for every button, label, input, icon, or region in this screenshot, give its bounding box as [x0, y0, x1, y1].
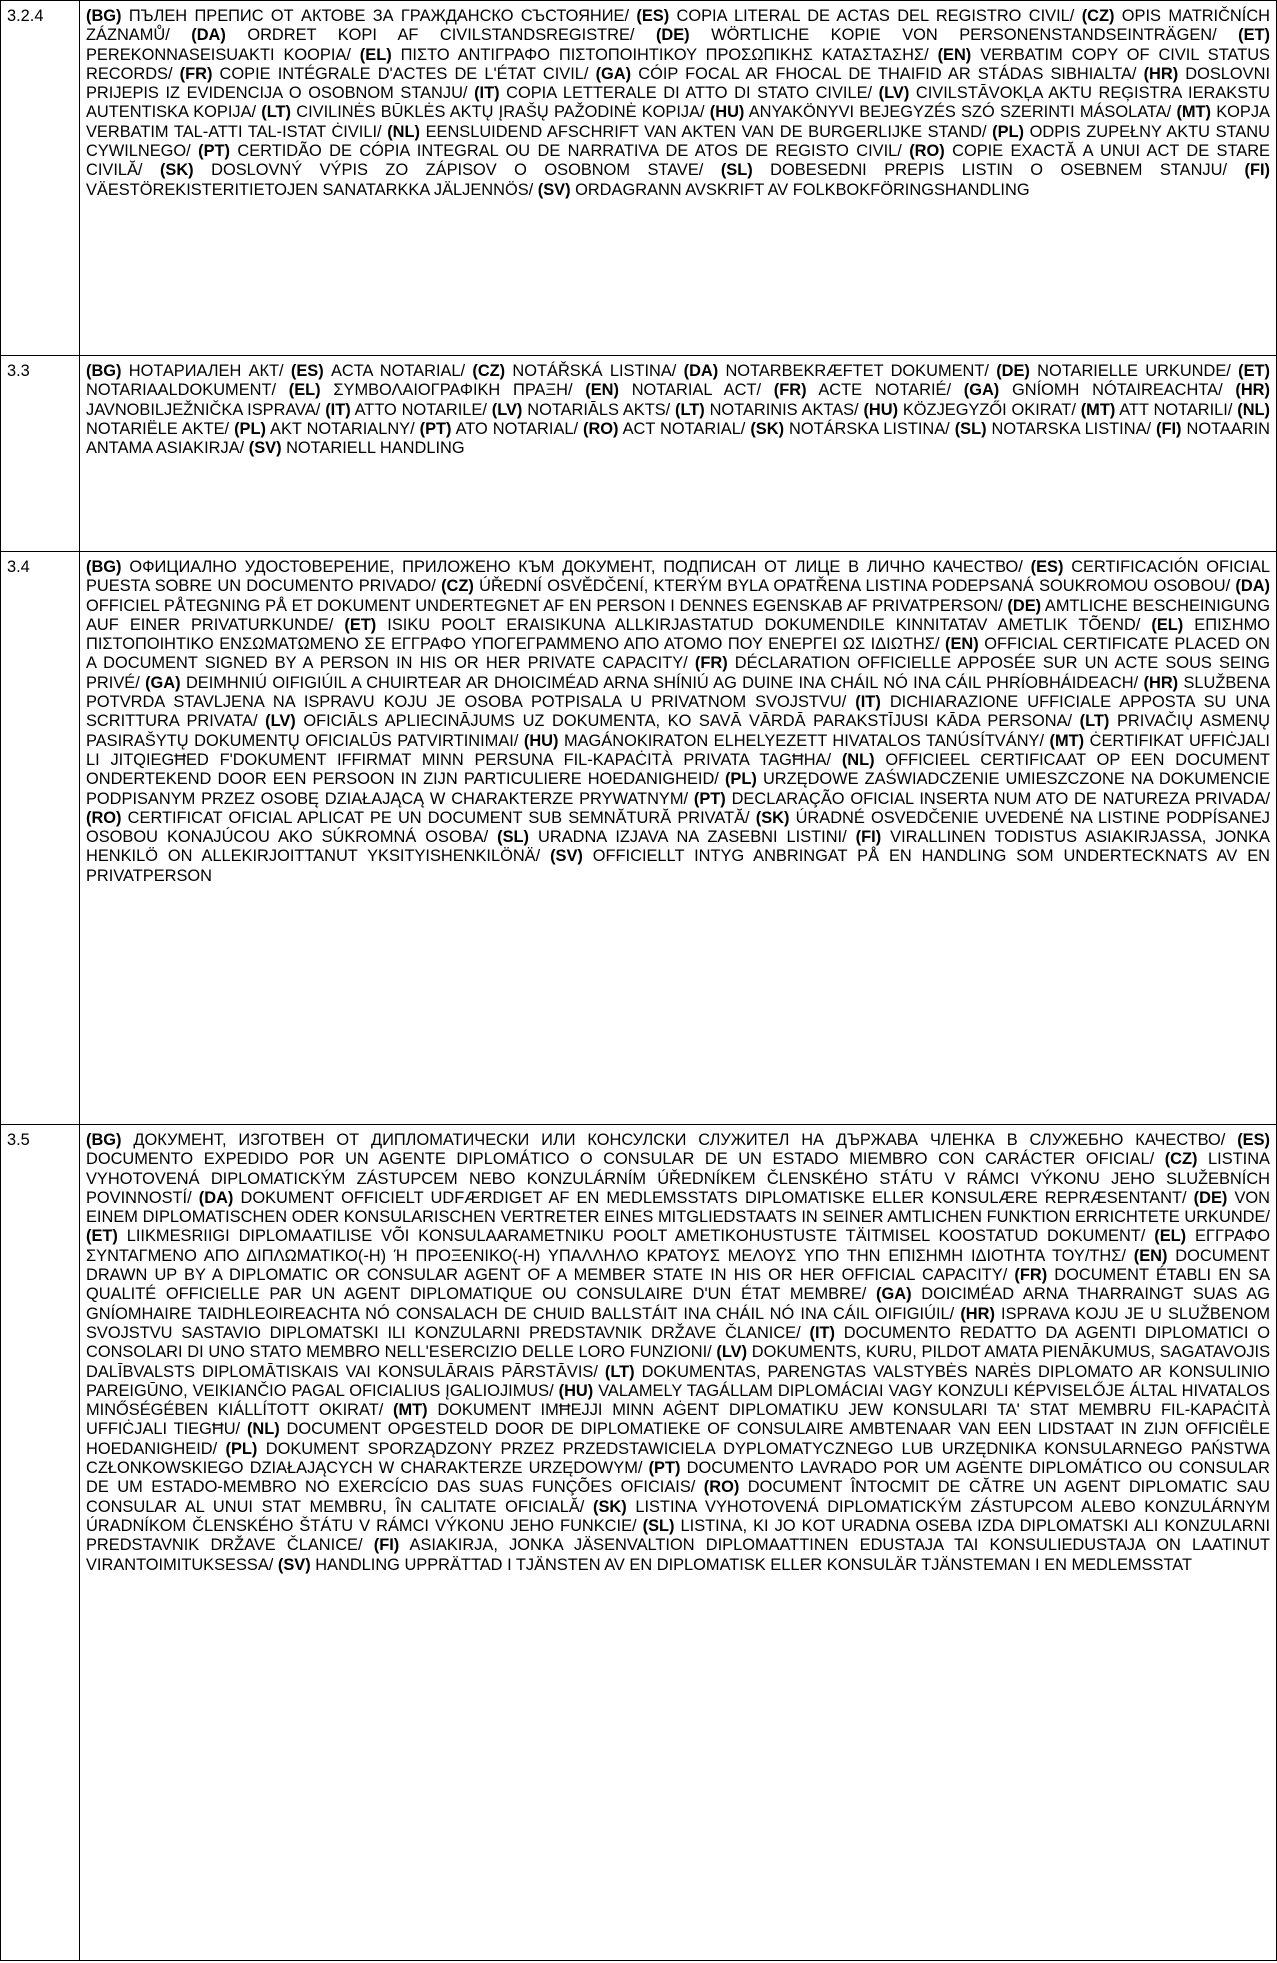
translation-text: ATT NOTARILI/	[1115, 400, 1238, 419]
language-code: (CZ)	[1081, 7, 1115, 25]
language-code: (FI)	[855, 828, 882, 847]
translation-text: LISTINA, KI JO KOT URADNA OSEBA IZDA DIPLOMATSKI ALI KONZULARNI PREDSTAVNIK DRŽAVE ČLANICE/	[86, 1516, 1271, 1555]
translation-text: NOTÁRSKA LISTINA/	[784, 419, 955, 438]
translation-text: DOCUMENTO EXPEDIDO POR UN AGENTE DIPLOMÁTICO O CONSULAR DE UN ESTADO MIEMBRO CON CARÁCTER OFICIAL/	[86, 1150, 1165, 1169]
translation-text: PEREKONNASEISUAKTI KOOPIA/	[86, 45, 360, 64]
translation-text: ĊERTIFIKAT UFFIĊJALI LI JITQIEGĦED F'DOKUMENT IFFIRMAT MINN PERSUNA FIL-KAPAĊITÀ PRIVATA TAGĦHA/	[86, 731, 1270, 769]
translation-text: CERTIFICAT OFICIAL APLICAT PE UN DOCUMENT SUB SEMNĂTURĂ PRIVATĂ/	[121, 808, 756, 827]
translation-text: DICHIARAZIONE UFFICIALE APPOSTA SU UNA SCRITTURA PRIVATA/	[86, 693, 1270, 731]
entry-translations	[80, 356, 1277, 552]
language-code: (HU)	[558, 1381, 594, 1400]
translation-text: NOTARINIS AKTAS/	[704, 400, 864, 419]
language-code: (MT)	[1176, 103, 1212, 122]
language-code: (RO)	[703, 1478, 740, 1497]
translation-text: OFFICIAL CERTIFICATE PLACED ON A DOCUMENT SIGNED BY A PERSON IN HIS OR HER PRIVATE CAPACITY/	[86, 635, 1271, 673]
language-code: (PT)	[419, 419, 452, 438]
translation-text: GNÍOMH NÓTAIREACHTA/	[999, 381, 1236, 400]
translation-text: NOTARBEKRÆFTET DOKUMENT/	[718, 362, 997, 380]
language-code: (LV)	[491, 400, 523, 419]
entry-number: 3.2.4	[1, 1, 80, 356]
language-code: (EL)	[359, 45, 392, 64]
translation-text: DOCUMENTO REDATTO DA AGENTI DIPLOMATICI O CONSOLARI DI UNO STATO MEMBRO NELL'ESERCIZIO DELLE LORO FUNZIONI/	[86, 1323, 1270, 1362]
language-code: (HU)	[523, 731, 559, 750]
translation-text: ATTO NOTARILE/	[350, 400, 492, 419]
translation-text: LISTINA VYHOTOVENÁ DIPLOMATICKÝM ZÁSTUPCOM ALEBO KONZULÁRNYM ÚRADNÍKOM ČLENSKÉHO ŠTÁTU V RÁMCI VÝKONU JEHO FUNKCIE/	[86, 1497, 1270, 1535]
language-code: (NL)	[387, 122, 420, 141]
translation-text: JAVNOBILJEŽNIČKA ISPRAVA/	[86, 400, 326, 419]
translation-text: AKT NOTARIALNY/	[265, 419, 420, 438]
translation-text: ACT NOTARIAL/	[618, 419, 751, 438]
language-code: (CZ)	[1164, 1150, 1198, 1169]
entry-number: 3.4	[1, 552, 80, 1125]
translation-text: DOCUMENT OPGESTELD DOOR DE DIPLOMATIEKE OF CONSULAIRE AMBTENAAR VAN EEN LIDSTAAT IN ZIJN OFFICIËLE HOEDANIGHEID/	[86, 1420, 1270, 1458]
language-code: (IT)	[809, 1323, 835, 1342]
language-code: (DA)	[198, 1188, 234, 1207]
language-code: (HU)	[863, 400, 899, 419]
translation-text: CIVILINĖS BŪKLĖS AKTŲ ĮRAŠŲ PAŽODINĖ KOPIJA/	[291, 103, 710, 122]
language-code: (IT)	[474, 84, 500, 103]
translation-text: DOSLOVNÝ VÝPIS ZO ZÁPISOV O OSOBNOM STAVE/	[193, 161, 721, 180]
language-code: (EL)	[1154, 1227, 1187, 1246]
translation-text: OFFICIEL PÅTEGNING PÅ ET DOKUMENT UNDERTEGNET AF EN PERSON I DENNES EGENSKAB AF PRIVATPERSON/	[86, 596, 1008, 615]
language-code: (MT)	[1049, 731, 1085, 750]
language-code: (CZ)	[441, 577, 474, 596]
translation-text: DÉCLARATION OFFICIELLE APPOSÉE SUR UN ACTE SOUS SEING PRIVÉ/	[86, 654, 1271, 692]
translation-text: DECLARAÇÃO OFICIAL INSERTA NUM ATO DE NATUREZA PRIVADA/	[725, 789, 1270, 808]
language-code: (MT)	[393, 1401, 428, 1420]
entry-translations	[80, 552, 1277, 1125]
translation-text: NOTARIAL ACT/	[618, 381, 774, 400]
table-row	[1, 1, 1277, 356]
language-code: (DE)	[1193, 1188, 1228, 1207]
language-code: (ES)	[636, 7, 670, 25]
language-code: (BG)	[86, 1131, 122, 1149]
language-code: (GA)	[145, 673, 181, 692]
language-code: (SK)	[755, 808, 790, 827]
translation-text: ОФИЦИАЛНО УДОСТОВЕРЕНИЕ, ПРИЛОЖЕНО КЪМ ДОКУМЕНТ, ПОДПИСАН ОТ ЛИЦЕ В ЛИЧНО КАЧЕСТВО/	[121, 558, 1031, 576]
translation-text: ДОКУМЕНТ, ИЗГОТВЕН ОТ ДИПЛОМАТИЧЕСКИ ИЛИ КОНСУЛСКИ СЛУЖИТЕЛ НА ДЪРЖАВА ЧЛЕНКА В СЛУЖЕБНО КАЧЕСТВО/	[121, 1131, 1238, 1149]
translation-text: ATO NOTARIAL/	[451, 419, 584, 438]
language-code: (LT)	[1079, 712, 1110, 731]
translation-text: CERTIFICACIÓN OFICIAL PUESTA SOBRE UN DOCUMENTO PRIVADO/	[86, 558, 1270, 596]
translation-text: NOTARIĀLS AKTS/	[522, 400, 676, 419]
entry-translations	[80, 1125, 1277, 1961]
translation-text: URADNA IZJAVA NA ZASEBNI LISTINI/	[529, 828, 856, 847]
language-code: (HR)	[960, 1304, 995, 1323]
translation-text: DEIMHNIÚ OIFIGIÚIL A CHUIRTEAR AR DHOICIMÉAD ARNA SHÍNIÚ AG DUINE INA CHÁIL NÓ INA CÁIL PHRÍOBHÁIDEACH/	[180, 673, 1144, 692]
language-code: (SV)	[537, 180, 571, 199]
language-code: (SL)	[642, 1516, 675, 1535]
language-code: (HR)	[1143, 673, 1179, 692]
translation-text: KÖZJEGYZŐI OKIRAT/	[898, 400, 1081, 419]
translation-text: VON EINEM DIPLOMATISCHEN ODER KONSULARISCHEN VERTRETER EINES MITGLIEDSTAATS IN SEINER AMTLICHEN FUNKTION ERRICHTETE URKUNDE/	[86, 1188, 1271, 1227]
translation-text: WÖRTLICHE KOPIE VON PERSONENSTANDSEINTRÄGEN/	[689, 26, 1239, 45]
translation-text: ÚŘEDNÍ OSVĚDČENÍ, KTERÝM BYLA OPATŘENA LISTINA PODEPSANÁ SOUKROMOU OSOBOU/	[473, 577, 1236, 596]
language-code: (FI)	[1244, 161, 1270, 180]
language-code: (HR)	[1143, 64, 1179, 83]
language-code: (LV)	[265, 712, 296, 731]
language-code: (NL)	[841, 750, 875, 769]
language-code: (PT)	[648, 1459, 681, 1478]
language-code: (SK)	[159, 161, 194, 180]
language-code: (FR)	[179, 64, 213, 83]
translation-text: ПЪЛЕН ПРЕПИС ОТ АКТОВЕ ЗА ГРАЖДАНСКО СЪСТОЯНИЕ/	[121, 7, 637, 25]
language-code: (NL)	[246, 1420, 280, 1439]
translation-text: NOTAARIN ANTAMA ASIAKIRJA/	[86, 419, 1270, 458]
translation-text: ΣΥΜΒΟΛΑΙΟΓΡΑΦΙΚΗ ΠΡΑΞΗ/	[320, 381, 586, 400]
translation-text: ISIKU POOLT ERAISIKUNA ALLKIRJASTATUD DOKUMENDILE KINNITATAV AMETLIK TÕEND/	[376, 615, 1152, 634]
translation-text: OFFICIELLT INTYG ANBRINGAT PÅ EN HANDLING SOM UNDERTECKNATS AV EN PRIVATPERSON	[86, 847, 1270, 885]
translation-text: ODPIS ZUPEŁNY AKTU STANU CYWILNEGO/	[86, 122, 1270, 161]
translation-text: DOCUMENT ÉTABLI EN SA QUALITÉ OFFICIELLE PAR UN AGENT DIPLOMATIQUE OU CONSULAIRE D'UN ÉTAT MEMBRE/	[86, 1266, 1270, 1304]
entry-number: 3.3	[1, 356, 80, 552]
translation-text: ORDAGRANN AVSKRIFT AV FOLKBOKFÖRINGSHANDLING	[570, 180, 1030, 199]
language-code: (DA)	[1235, 577, 1270, 596]
language-code: (GA)	[595, 64, 632, 83]
translation-text: DOBESEDNI PREPIS LISTIN O OSEBNEM STANJU/	[752, 161, 1245, 180]
language-code: (GA)	[963, 381, 1000, 400]
language-code: (ES)	[1030, 558, 1064, 576]
language-code: (RO)	[86, 808, 122, 827]
translation-text: AMTLICHE BESCHEINIGUNG AUF EINER PRIVATURKUNDE/	[86, 596, 1270, 634]
translation-text: ACTE NOTARIÉ/	[806, 381, 964, 400]
translation-text: OPIS MATRIČNÍCH ZÁZNAMŮ/	[86, 7, 1270, 45]
translation-text: COPIE EXACTĂ A UNUI ACT DE STARE CIVILĂ/	[86, 142, 1270, 180]
translation-text: EENSLUIDEND AFSCHRIFT VAN AKTEN VAN DE BURGERLIJKE STAND/	[419, 122, 993, 141]
language-code: (LT)	[675, 400, 705, 419]
translation-text: CIVILSTĀVOKĻA AKTU REĢISTRA IERAKSTU AUTENTISKA KOPIJA/	[86, 84, 1270, 122]
language-code: (SL)	[720, 161, 753, 180]
translation-text: LIIKMESRIIGI DIPLOMAATILISE VÕI KONSULAARAMETNIKU POOLT AMETIKOHUSTUSTE TÄITMISEL KOOSTATUD DOKUMENT/	[117, 1227, 1155, 1246]
translation-text: DOKUMENT SPORZĄDZONY PRZEZ PRZEDSTAWICIELA DYPLOMATYCZNEGO LUB URZĘDNIKA KONSULARNEGO PAŃSTWA CZŁONKOWSKIEGO DZIAŁAJĄCYCH W CHARAKTERZE URZĘDOWYM/	[86, 1439, 1270, 1478]
translation-text: OFICIĀLS APLIECINĀJUMS UZ DOKUMENTA, KO SAVĀ VĀRDĀ PARAKSTĪJUSI KĀDA PERSONA/	[295, 712, 1080, 731]
language-code: (PL)	[225, 1439, 258, 1458]
language-code: (CZ)	[472, 362, 506, 380]
translation-text: NOTÁŘSKÁ LISTINA/	[505, 362, 684, 380]
language-code: (MT)	[1080, 400, 1116, 419]
language-code: (GA)	[876, 1285, 912, 1304]
language-code: (ES)	[290, 362, 324, 380]
language-code: (FI)	[1156, 419, 1182, 438]
language-code: (FR)	[1014, 1266, 1048, 1285]
language-code: (ES)	[1237, 1131, 1270, 1149]
translation-text: ASIAKIRJA, JONKA JÄSENVALTION DIPLOMAATTINEN EDUSTAJA TAI KONSULIEDUSTAJA ON LAATINUT VIRANTOIMITUKSESSA/	[86, 1536, 1270, 1574]
language-code: (LT)	[604, 1362, 635, 1381]
translation-text: KOPJA VERBATIM TAL-ATTI TAL-ISTAT ĊIVILI/	[86, 103, 1270, 141]
table-row	[1, 552, 1277, 1125]
translation-text: DOKUMENTS, KURU, PILDOT AMATA PIENĀKUMUS, SAGATAVOJIS DALĪBVALSTS DIPLOMĀTISKAIS VAI KONSULĀRAIS PĀRSTĀVIS/	[86, 1343, 1271, 1381]
language-code: (DE)	[1007, 596, 1042, 615]
translation-text: NOTARIAALDOKUMENT/	[86, 381, 289, 400]
translation-text: NOTARIELLE URKUNDE/	[1029, 362, 1239, 380]
table-row	[1, 356, 1277, 552]
language-code: (PL)	[992, 122, 1025, 141]
language-code: (IT)	[325, 400, 351, 419]
translation-text: NOTARIELL HANDLING	[281, 439, 465, 458]
translation-text: DOSLOVNI PRIJEPIS IZ EVIDENCIJA O OSOBNOM STANJU/	[86, 64, 1270, 103]
language-code: (LV)	[716, 1343, 748, 1362]
translation-text: COPIA LETTERALE DI ATTO DI STATO CIVILE/	[499, 84, 879, 103]
translation-text: MAGÁNOKIRATON ELHELYEZETT HIVATALOS TANÚSÍTVÁNY/	[558, 731, 1050, 750]
language-code: (SL)	[497, 828, 530, 847]
translation-text: VIRALLINEN TODISTUS ASIAKIRJASSA, JONKA HENKILÖ ON ALLEKIRJOITTANUT YKSITYISHENKILÖNÄ/	[86, 828, 1270, 866]
translation-text: ΠΙΣΤΟ ΑΝΤΙΓΡΑΦΟ ΠΙΣΤΟΠΟΙΗΤΙΚΟΥ ΠΡΟΣΩΠΙΚΗΣ ΚΑΤΑΣΤΑΣΗΣ/	[391, 45, 938, 64]
language-code: (ET)	[344, 615, 377, 634]
entry-translations	[80, 1, 1277, 356]
translation-text: URZĘDOWE ZAŚWIADCZENIE UMIESZCZONE NA DOKUMENCIE PODPISANYM PRZEZ OSOBĘ DZIAŁAJĄCĄ W CHARAKTERZE PRYWATNYM/	[86, 770, 1270, 808]
translation-text: HANDLING UPPRÄTTAD I TJÄNSTEN AV EN DIPLOMATISK ELLER KONSULÄR TJÄNSTEMAN I EN MEDLEMSSTAT	[310, 1555, 1192, 1574]
translation-text: PRIVAČIŲ ASMENŲ PASIRAŠYTŲ DOKUMENTŲ OFICIALŪS PATVIRTINIMAI/	[86, 712, 1271, 750]
language-code: (DA)	[683, 362, 719, 380]
language-code: (PT)	[198, 142, 230, 161]
language-code: (SV)	[248, 439, 282, 458]
language-code: (EL)	[1151, 615, 1184, 634]
language-code: (SV)	[550, 847, 583, 866]
translation-text: COPIA LITERAL DE ACTAS DEL REGISTRO CIVIL/	[669, 7, 1082, 25]
translation-text: CERTIDÃO DE CÓPIA INTEGRAL OU DE NARRATIVA DE ATOS DE REGISTO CIVIL/	[230, 142, 910, 161]
translation-text: DOKUMENTAS, PARENGTAS VALSTYBĖS NARĖS DIPLOMATO AR KONSULINIO PAREIGŪNO, VEIKIANČIO PAGAL OFICIALIUS ĮGALIOJIMUS/	[86, 1362, 1270, 1400]
language-code: (IT)	[855, 693, 881, 712]
table-row	[1, 1125, 1277, 1961]
language-code: (RO)	[909, 142, 945, 161]
language-code: (SL)	[954, 419, 987, 438]
translation-text: NOTARSKA LISTINA/	[986, 419, 1157, 438]
translation-text: VÄESTÖREKISTERITIETOJEN SANATARKKA JÄLJENNÖS/	[86, 180, 538, 199]
language-code: (HR)	[1235, 381, 1270, 400]
language-code: (EN)	[945, 635, 979, 654]
language-code: (EN)	[937, 45, 972, 64]
translation-text: ÚRADNÉ OSVEDČENIE UVEDENÉ NA LISTINE PODPÍSANEJ OSOBOU KONAJÚCOU AKO SÚKROMNÁ OSOBA/	[86, 808, 1270, 847]
language-code: (ET)	[86, 1227, 118, 1246]
language-code: (LT)	[261, 103, 292, 122]
translation-text: DOICIMÉAD ARNA THARRAINGT SUAS AG GNÍOMHAIRE TAIDHLEOIREACHTA NÓ CONSALACH DE CHUID BALLSTÁIT INA CHÁIL NÓ INA CÁIL OIFIGIÚIL/	[86, 1285, 1270, 1323]
language-code: (PL)	[234, 419, 266, 438]
translation-text: DOKUMENT OFFICIELT UDFÆRDIGET AF EN MEDLEMSSTATS DIPLOMATISKE ELLER KONSULÆRE REPRÆSENTANT/	[233, 1188, 1194, 1207]
language-code: (BG)	[86, 362, 122, 380]
language-code: (PL)	[724, 770, 757, 789]
language-code: (DE)	[996, 362, 1030, 380]
language-code: (EL)	[288, 381, 321, 400]
translation-text: DOCUMENTO LAVRADO POR UM AGENTE DIPLOMÁTICO OU CONSULAR DE UM ESTADO-MEMBRO NO EXERCÍCIO DAS SUAS FUNÇÕES OFICIAIS/	[86, 1459, 1270, 1497]
translation-text: COPIE INTÉGRALE D'ACTES DE L'ÉTAT CIVIL/	[212, 64, 596, 83]
translation-text: DOCUMENT DRAWN UP BY A DIPLOMATIC OR CONSULAR AGENT OF A MEMBER STATE IN HIS OR HER OFFICIAL CAPACITY/	[86, 1246, 1270, 1285]
translation-text: ΕΓΓΡΑΦΟ ΣΥΝΤΑΓΜΕΝΟ ΑΠΟ ΔΙΠΛΩΜΑΤΙΚΟ(-Η) Ή ΠΡΟΞΕΝΙΚΟ(-Η) ΥΠΑΛΛΗΛΟ ΚΡΑΤΟΥΣ ΜΕΛΟΥΣ ΥΠΟ ΤΗΝ ΕΠΙΣΗΜΗ ΙΔΙΟΤΗΤΑ ΤΟΥ/ΤΗΣ/	[86, 1227, 1271, 1265]
translation-text: DOKUMENT IMĦEJJI MINN AĠENT DIPLOMATIKU JEW KONSULARI TA' STAT MEMBRU FIL-KAPAĊITÀ UFFIĊJALI TIEGĦU/	[86, 1401, 1270, 1439]
translation-text: VALAMELY TAGÁLLAM DIPLOMÁCIAI VAGY KONZULI KÉPVISELŐJE ÁLTAL HIVATALOS MINŐSÉGÉBEN KIÁLLÍTOTT OKIRAT/	[86, 1381, 1270, 1420]
language-code: (FI)	[373, 1536, 400, 1555]
language-code: (ET)	[1238, 362, 1270, 380]
translation-text: LISTINA VYHOTOVENÁ DIPLOMATICKÝM ZÁSTUPCEM NEBO KONZULÁRNÍM ÚŘEDNÍKEM ČLENSKÉHO STÁTU V RÁMCI VÝKONU JEHO SLUŽEBNÍCH POVINNOSTÍ/	[86, 1150, 1270, 1207]
language-code: (ET)	[1238, 26, 1270, 45]
language-code: (DA)	[191, 26, 226, 45]
translation-text: ANYAKÖNYVI BEJEGYZÉS SZÓ SZERINTI MÁSOLATA/	[744, 103, 1177, 122]
language-code: (FR)	[694, 654, 728, 673]
translation-text: НОТАРИАЛЕН АКТ/	[121, 362, 291, 380]
language-code: (RO)	[583, 419, 619, 438]
translations-table-body	[1, 1, 1277, 1961]
language-code: (SK)	[592, 1497, 627, 1516]
language-code: (SK)	[750, 419, 785, 438]
language-code: (DE)	[655, 26, 690, 45]
language-code: (BG)	[86, 558, 122, 576]
language-code: (LV)	[878, 84, 910, 103]
entry-number: 3.5	[1, 1125, 80, 1961]
translation-text: CÓIP FOCAL AR FHOCAL DE THAIFID AR STÁDAS SIBHIALTA/	[631, 64, 1144, 83]
translation-text: VERBATIM COPY OF CIVIL STATUS RECORDS/	[86, 45, 1270, 83]
translation-text: ΕΠΙΣΗΜΟ ΠΙΣΤΟΠΟΙΗΤΙΚΟ ΕΝΣΩΜΑΤΩΜΕΝΟ ΣΕ ΕΓΓΡΑΦΟ ΥΠΟΓΕΓΡΑΜΜΕΝΟ ΑΠΟ ΑΤΟΜΟ ΠΟΥ ΕΝΕΡΓΕΙ ΩΣ ΙΔΙΩΤΗΣ/	[86, 615, 1270, 654]
language-code: (NL)	[1237, 400, 1271, 419]
translation-text: ACTA NOTARIAL/	[323, 362, 473, 380]
language-code: (EN)	[585, 381, 619, 400]
language-code: (SV)	[277, 1555, 311, 1574]
translation-text: DOCUMENT ÎNTOCMIT DE CĂTRE UN AGENT DIPLOMATIC SAU CONSULAR AL UNUI STAT MEMBRU, ÎN CALITATE OFICIALĂ/	[86, 1478, 1270, 1516]
translation-text: OFFICIEEL CERTIFICAAT OP EEN DOCUMENT ONDERTEKEND DOOR EEN PERSOON IN ZIJN PARTICULIERE HOEDANIGHEID/	[86, 750, 1270, 789]
language-code: (FR)	[773, 381, 807, 400]
language-code: (EN)	[1133, 1246, 1168, 1265]
language-code: (BG)	[86, 7, 122, 25]
language-code: (PT)	[693, 789, 726, 808]
translation-text: ISPRAVA KOJU JE U SLUŽBENOM SVOJSTVU SASTAVIO DIPLOMATSKI ILI KONZULARNI PREDSTAVNIK DRŽAVE ČLANICE/	[86, 1304, 1270, 1342]
translation-text: SLUŽBENA POTVRDA STAVLJENA NA ISPRAVU KOJU JE OSOBA POTPISALA U PRIVATNOM SVOJSTVU/	[86, 673, 1271, 712]
translation-text: ORDRET KOPI AF CIVILSTANDSREGISTRE/	[225, 26, 656, 45]
translation-text: NOTARIËLE AKTE/	[86, 419, 235, 438]
language-code: (HU)	[709, 103, 745, 122]
